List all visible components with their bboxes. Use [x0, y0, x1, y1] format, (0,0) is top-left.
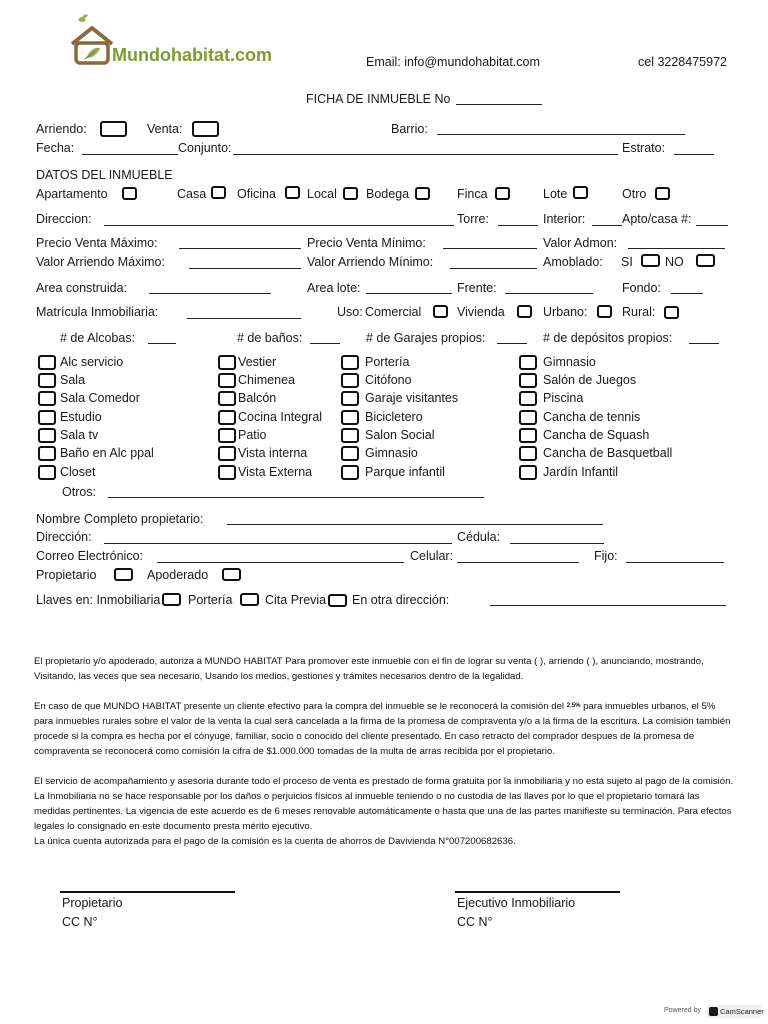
owner-direccion-field[interactable]: [104, 543, 452, 544]
feature-label-3-3: Garaje visitantes: [365, 391, 459, 405]
conjunto-field[interactable]: [233, 154, 618, 155]
feature-label-3-5: Salon Social: [365, 428, 435, 442]
camscanner-badge: [707, 1005, 764, 1018]
fecha-field[interactable]: [82, 154, 178, 155]
alcobas-field[interactable]: [148, 343, 176, 344]
feature-checkbox-3-1[interactable]: [341, 355, 359, 370]
type-casa-checkbox[interactable]: [211, 186, 226, 199]
camscanner-icon: [709, 1007, 718, 1016]
ejecutivo-signature-title: Ejecutivo Inmobiliario: [457, 896, 576, 910]
apto-label: Apto/casa #:: [622, 212, 692, 226]
feature-checkbox-4-7[interactable]: [519, 465, 537, 480]
type-casa-label: Casa: [177, 187, 207, 201]
nombre-propietario-label: Nombre Completo propietario:: [36, 512, 204, 526]
correo-label: Correo Electrónico:: [36, 549, 143, 563]
feature-label-4-7: Jardín Infantil: [543, 465, 619, 479]
ejecutivo-signature-line[interactable]: [455, 891, 620, 893]
legal-paragraph-2b: para inmuebles urbanos, el 5% para inmuebles rurales sobre el valor de la venta la cual será cancelada a la firma de la promesa de compraventa y/o a la firma de la escritura. La comisión también procede si la compra es hecha por el cónyuge, familiar, socio o conocido del cliente presentado. En caso retracto del comprador despues de la promesa de compraventa se reconocerá como comisión la cifra de $1.000.000 tomadas de la multa de arras recibida por el propietario.: [34, 701, 731, 758]
precio-venta-min-field[interactable]: [443, 248, 537, 249]
feature-checkbox-2-7[interactable]: [218, 465, 236, 480]
feature-label-1-5: Sala tv: [60, 428, 99, 442]
fecha-label: Fecha:: [36, 141, 75, 155]
feature-label-4-1: Gimnasio: [543, 355, 596, 369]
propietario-signature-title: Propietario: [62, 896, 123, 910]
propietario-checkbox[interactable]: [114, 568, 133, 581]
type-oficina-checkbox[interactable]: [285, 186, 300, 199]
legal-paragraph-2a: En caso de que MUNDO HABITAT presente un cliente efectivo para la compra del inmueble se le reconocerá la comisión del: [34, 701, 567, 713]
feature-label-2-6: Vista interna: [238, 446, 308, 460]
feature-checkbox-2-6[interactable]: [218, 446, 236, 461]
feature-checkbox-2-2[interactable]: [218, 373, 236, 388]
feature-label-1-4: Estudio: [60, 410, 102, 424]
form-title: FICHA DE INMUEBLE No: [306, 92, 451, 106]
uso-vivienda-label: Vivienda: [457, 305, 505, 319]
commission-percent: 2.5%: [566, 703, 581, 709]
type-bodega-label: Bodega: [366, 187, 410, 201]
feature-label-3-7: Parque infantil: [365, 465, 445, 479]
valor-arriendo-min-field[interactable]: [450, 268, 537, 269]
interior-label: Interior:: [543, 212, 586, 226]
arriendo-label: Arriendo:: [36, 122, 87, 136]
feature-checkbox-1-2[interactable]: [38, 373, 56, 388]
feature-checkbox-1-5[interactable]: [38, 428, 56, 443]
area-lote-field[interactable]: [366, 293, 452, 294]
garajes-label: # de Garajes propios:: [366, 331, 486, 345]
depositos-label: # de depósitos propios:: [543, 331, 673, 345]
llaves-cita-label: Cita Previa: [265, 593, 327, 607]
feature-checkbox-1-3[interactable]: [38, 391, 56, 406]
feature-label-4-6: Cancha de Basquetball: [543, 446, 673, 460]
matricula-field[interactable]: [187, 318, 301, 319]
cedula-field[interactable]: [510, 543, 604, 544]
nombre-propietario-field[interactable]: [227, 524, 603, 525]
owner-direccion-label: Dirección:: [36, 530, 92, 544]
ejecutivo-cc-label: CC N°: [457, 915, 493, 929]
area-lote-label: Area lote:: [307, 281, 361, 295]
feature-checkbox-3-3[interactable]: [341, 391, 359, 406]
otros-label: Otros:: [62, 485, 97, 499]
feature-checkbox-4-6[interactable]: [519, 446, 537, 461]
venta-label: Venta:: [147, 122, 183, 136]
conjunto-label: Conjunto:: [178, 141, 232, 155]
feature-label-2-4: Cocina Integral: [238, 410, 323, 424]
feature-label-3-6: Gimnasio: [365, 446, 418, 460]
propietario-label: Propietario: [36, 568, 97, 582]
logo-text: Mundohabitat.com: [112, 45, 272, 65]
feature-checkbox-2-5[interactable]: [218, 428, 236, 443]
venta-checkbox[interactable]: [192, 121, 219, 137]
type-otro-checkbox[interactable]: [655, 187, 670, 200]
phone-text: cel 3228475972: [638, 55, 727, 69]
amoblado-no-checkbox[interactable]: [696, 254, 715, 267]
legal-paragraph-3: El servicio de acompañamiento y asesoria durante todo el proceso de venta es prestado de forma gratuita por la inmobiliaria y no está sujeto al pago de la comisión. La Inmobiliaria no se hace responsable por los daños o perjuicios físicos al inmueble teniendo o no custodia de las llaves por lo que el propietario tomará las medidas pertinentes. La vigencia de este acuerdo es de 6 meses renovable automáticamente o hasta que una de las partes manifieste su terminación. Para efectos legales lo consignado en este documento presta mérito ejecutivo.: [34, 776, 734, 833]
feature-label-4-2: Salón de Juegos: [543, 373, 637, 387]
estrato-label: Estrato:: [622, 141, 666, 155]
depositos-field[interactable]: [689, 343, 719, 344]
uso-comercial-checkbox[interactable]: [433, 305, 448, 318]
feature-label-2-2: Chimenea: [238, 373, 295, 387]
propietario-signature-line[interactable]: [60, 891, 235, 893]
feature-label-4-4: Cancha de tennis: [543, 410, 641, 424]
rural-label: Rural:: [622, 305, 656, 319]
valor-arriendo-max-label: Valor Arriendo Máximo:: [36, 255, 165, 269]
direccion-field[interactable]: [104, 225, 454, 226]
type-lote-checkbox[interactable]: [573, 186, 588, 199]
type-bodega-checkbox[interactable]: [415, 187, 430, 200]
fijo-label: Fijo:: [594, 549, 618, 563]
uso-comercial-label: Comercial: [365, 305, 422, 319]
apoderado-checkbox[interactable]: [222, 568, 241, 581]
feature-checkbox-4-5[interactable]: [519, 428, 537, 443]
area-construida-label: Area construida:: [36, 281, 128, 295]
valor-arriendo-min-label: Valor Arriendo Mínimo:: [307, 255, 434, 269]
llaves-porteria-label: Portería: [188, 593, 233, 607]
type-local-checkbox[interactable]: [343, 187, 358, 200]
legal-text: [34, 654, 734, 849]
fondo-label: Fondo:: [622, 281, 661, 295]
matricula-label: Matrícula Inmobiliaria:: [36, 305, 159, 319]
feature-label-2-1: Vestier: [238, 355, 277, 369]
feature-checkbox-4-2[interactable]: [519, 373, 537, 388]
datos-heading: DATOS DEL INMUEBLE: [36, 168, 173, 182]
frente-label: Frente:: [457, 281, 497, 295]
feature-checkbox-1-7[interactable]: [38, 465, 56, 480]
ficha-number-field[interactable]: [456, 104, 542, 105]
estrato-field[interactable]: [674, 154, 714, 155]
email-text: Email: info@mundohabitat.com: [366, 55, 540, 69]
torre-field[interactable]: [498, 225, 538, 226]
garajes-field[interactable]: [497, 343, 527, 344]
feature-label-3-4: Bicicletero: [365, 410, 423, 424]
feature-label-3-2: Citófono: [365, 373, 412, 387]
feature-label-2-5: Patio: [238, 428, 267, 442]
feature-label-4-3: Piscina: [543, 391, 584, 405]
feature-checkbox-3-5[interactable]: [341, 428, 359, 443]
valor-arriendo-max-field[interactable]: [189, 268, 301, 269]
feature-checkbox-1-4[interactable]: [38, 410, 56, 425]
llaves-cita-checkbox[interactable]: [328, 594, 347, 607]
urbano-label: Urbano:: [543, 305, 588, 319]
otros-field[interactable]: [108, 497, 484, 498]
llaves-otra-label: En otra dirección:: [352, 593, 450, 607]
rural-checkbox[interactable]: [664, 306, 679, 319]
feature-checkbox-1-6[interactable]: [38, 446, 56, 461]
amoblado-no-label: NO: [665, 255, 684, 269]
type-apartamento-label: Apartamento: [36, 187, 108, 201]
feature-label-2-3: Balcón: [238, 391, 277, 405]
feature-label-1-6: Baño en Alc ppal: [60, 446, 154, 460]
fijo-field[interactable]: [626, 562, 724, 563]
precio-venta-max-field[interactable]: [179, 248, 301, 249]
llaves-inmobiliaria-checkbox[interactable]: [162, 593, 181, 606]
banos-field[interactable]: [310, 343, 340, 344]
feature-checkbox-2-1[interactable]: [218, 355, 236, 370]
powered-by-text: Powered by: [664, 1007, 701, 1014]
feature-label-1-3: Sala Comedor: [60, 391, 140, 405]
barrio-label: Barrio:: [391, 122, 428, 136]
feature-checkbox-4-4[interactable]: [519, 410, 537, 425]
uso-label: Uso:: [337, 305, 363, 319]
celular-label: Celular:: [410, 549, 454, 563]
llaves-porteria-checkbox[interactable]: [240, 593, 259, 606]
feature-checkbox-4-3[interactable]: [519, 391, 537, 406]
feature-checkbox-3-2[interactable]: [341, 373, 359, 388]
amoblado-si-checkbox[interactable]: [641, 254, 660, 267]
cedula-label: Cédula:: [457, 530, 501, 544]
feature-checkbox-3-6[interactable]: [341, 446, 359, 461]
llaves-label: Llaves en: Inmobiliaria: [36, 593, 161, 607]
type-lote-label: Lote: [543, 187, 568, 201]
legal-paragraph-4: La única cuenta autorizada para el pago de la comisión es la cuenta de ahorros de Davivienda N°007200682636.: [34, 836, 516, 848]
logo-house-icon: [68, 14, 116, 68]
feature-checkbox-4-1[interactable]: [519, 355, 537, 370]
apoderado-label: Apoderado: [147, 568, 209, 582]
feature-checkbox-3-7[interactable]: [341, 465, 359, 480]
feature-label-1-2: Sala: [60, 373, 86, 387]
feature-checkbox-1-1[interactable]: [38, 355, 56, 370]
camscanner-text: CamScanner: [720, 1007, 764, 1016]
feature-label-2-7: Vista Externa: [238, 465, 313, 479]
interior-field[interactable]: [592, 225, 622, 226]
urbano-checkbox[interactable]: [597, 305, 612, 318]
barrio-field[interactable]: [437, 134, 685, 135]
direccion-label: Direccion:: [36, 212, 92, 226]
type-local-label: Local: [307, 187, 337, 201]
feature-checkbox-2-4[interactable]: [218, 410, 236, 425]
amoblado-si-label: SI: [621, 255, 633, 269]
type-oficina-label: Oficina: [237, 187, 276, 201]
celular-field[interactable]: [457, 562, 579, 563]
type-apartamento-checkbox[interactable]: [122, 187, 137, 200]
llaves-otra-field[interactable]: [490, 605, 726, 606]
legal-paragraph-1: El propietario y/o apoderado, autoriza a MUNDO HABITAT Para promover este inmueble con el fin de lograr su venta ( ), arriendo ( ), anunciando, mostrando, Visitando, las veces que sea necesario, Usando los medios, gestiones y trámites necesarios dentro de la legalidad.: [34, 656, 704, 682]
frente-field[interactable]: [505, 293, 593, 294]
uso-vivienda-checkbox[interactable]: [517, 305, 532, 318]
alcobas-label: # de Alcobas:: [60, 331, 136, 345]
type-finca-checkbox[interactable]: [495, 187, 510, 200]
precio-venta-max-label: Precio Venta Máximo:: [36, 236, 158, 250]
precio-venta-min-label: Precio Venta Mínimo:: [307, 236, 426, 250]
legal-paragraph-2: [34, 699, 734, 759]
torre-label: Torre:: [457, 212, 489, 226]
type-finca-label: Finca: [457, 187, 488, 201]
arriendo-checkbox[interactable]: [100, 121, 127, 137]
feature-label-1-1: Alc servicio: [60, 355, 124, 369]
banos-label: # de baños:: [237, 331, 303, 345]
type-otro-label: Otro: [622, 187, 647, 201]
apto-field[interactable]: [696, 225, 728, 226]
feature-checkbox-2-3[interactable]: [218, 391, 236, 406]
amoblado-label: Amoblado:: [543, 255, 603, 269]
feature-label-4-5: Cancha de Squash: [543, 428, 650, 442]
area-construida-field[interactable]: [149, 293, 271, 294]
correo-field[interactable]: [157, 562, 404, 563]
feature-label-3-1: Portería: [365, 355, 410, 369]
valor-admon-field[interactable]: [628, 248, 725, 249]
feature-checkbox-3-4[interactable]: [341, 410, 359, 425]
valor-admon-label: Valor Admon:: [543, 236, 618, 250]
propietario-cc-label: CC N°: [62, 915, 98, 929]
fondo-field[interactable]: [671, 293, 703, 294]
feature-label-1-7: Closet: [60, 465, 96, 479]
